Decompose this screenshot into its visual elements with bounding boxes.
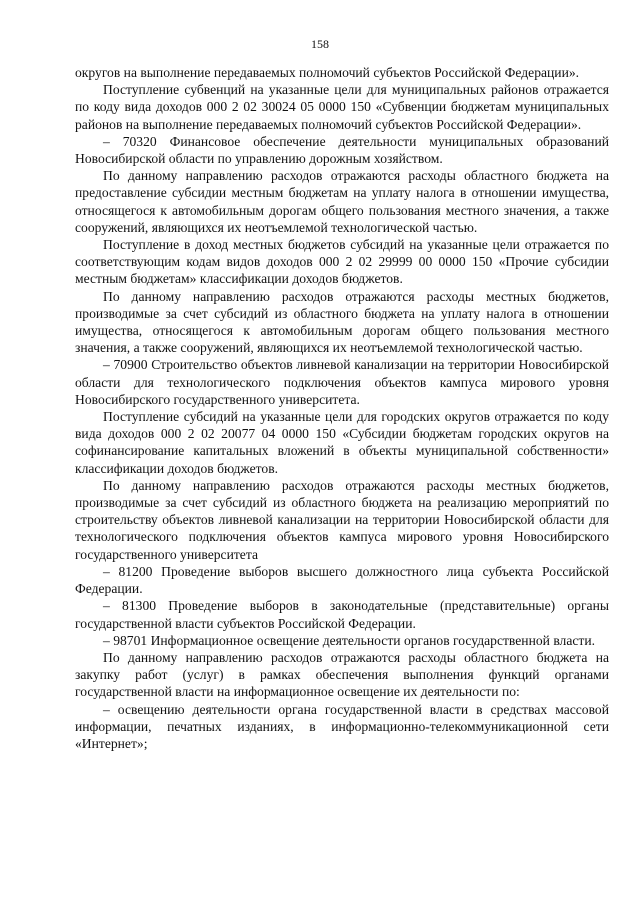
paragraph-5: Поступление в доход местных бюджетов субсидий на указанные цели отражается по соответствующим кодам видов доходов 000 2 02 29999 00 0000 150 «Прочие субсидии местным бюджетам» классификации доходов бюджетов. bbox=[75, 237, 609, 287]
paragraph-6: По данному направлению расходов отражаются расходы местных бюджетов, производимые за счет субсидий из областного бюджета на уплату налога в отношении имущества, относящегося к автомобильным дорогам общего пользования местного значения, а также сооружений, являющихся их неотъемлемой технологической частью. bbox=[75, 288, 609, 356]
paragraph-3: – 70320 Финансовое обеспечение деятельности муниципальных образований Новосибирской области по управлению дорожным хозяйством. bbox=[75, 133, 609, 167]
paragraph-13: По данному направлению расходов отражаются расходы областного бюджета на закупку работ (услуг) в рамках обеспечения выполнения функций органами государственной власти на информационное освещение их деятельности по: bbox=[75, 649, 609, 700]
paragraph-12: – 98701 Информационное освещение деятельности органов государственной власти. bbox=[103, 632, 596, 648]
paragraph-14: – освещению деятельности органа государственной власти в средствах массовой информации, печатных изданиях, в информационно-телекоммуникационной сети «Интернет»; bbox=[75, 701, 609, 751]
document-body bbox=[75, 64, 609, 752]
paragraph-8: Поступление субсидий на указанные цели для городских округов отражается по коду вида доходов 000 2 02 20077 04 0000 150 «Субсидии бюджетам городских округов на софинансирование капитальных вложений в объекты муниципальной собственности» классификации доходов бюджетов. bbox=[75, 409, 609, 476]
paragraph-1: округов на выполнение передаваемых полномочий субъектов Российской Федерации». bbox=[75, 65, 580, 80]
paragraph-9: По данному направлению расходов отражаются расходы местных бюджетов, производимые за счет субсидий из областного бюджета на реализацию мероприятий по строительству объектов ливневой канализации на территории Новосибирской области для технологического подключения объектов кампуса мирового уровня Новосибирского государственного университета bbox=[75, 477, 609, 562]
paragraph-10: – 81200 Проведение выборов высшего должностного лица субъекта Российской Федерации. bbox=[75, 563, 609, 597]
paragraph-7: – 70900 Строительство объектов ливневой канализации на территории Новосибирской области для технологического подключения объектов кампуса мирового уровня Новосибирского государственного университета. bbox=[75, 357, 609, 407]
page-number: 158 bbox=[311, 37, 329, 51]
paragraph-4: По данному направлению расходов отражаются расходы областного бюджета на предоставление субсидии местным бюджетам на уплату налога в отношении имущества, относящегося к автомобильным дорогам общего пользования местного значения, а также сооружений, являющихся их неотъемлемой технологической частью. bbox=[75, 168, 609, 235]
paragraph-11: – 81300 Проведение выборов в законодательные (представительные) органы государственной власти субъектов Российской Федерации. bbox=[75, 598, 609, 631]
paragraph-2: Поступление субвенций на указанные цели для муниципальных районов отражается по коду вида доходов 000 2 02 30024 05 0000 150 «Субвенции бюджетам муниципальных районов на выполнение передаваемых полномочий субъектов Российской Федерации». bbox=[75, 82, 609, 132]
